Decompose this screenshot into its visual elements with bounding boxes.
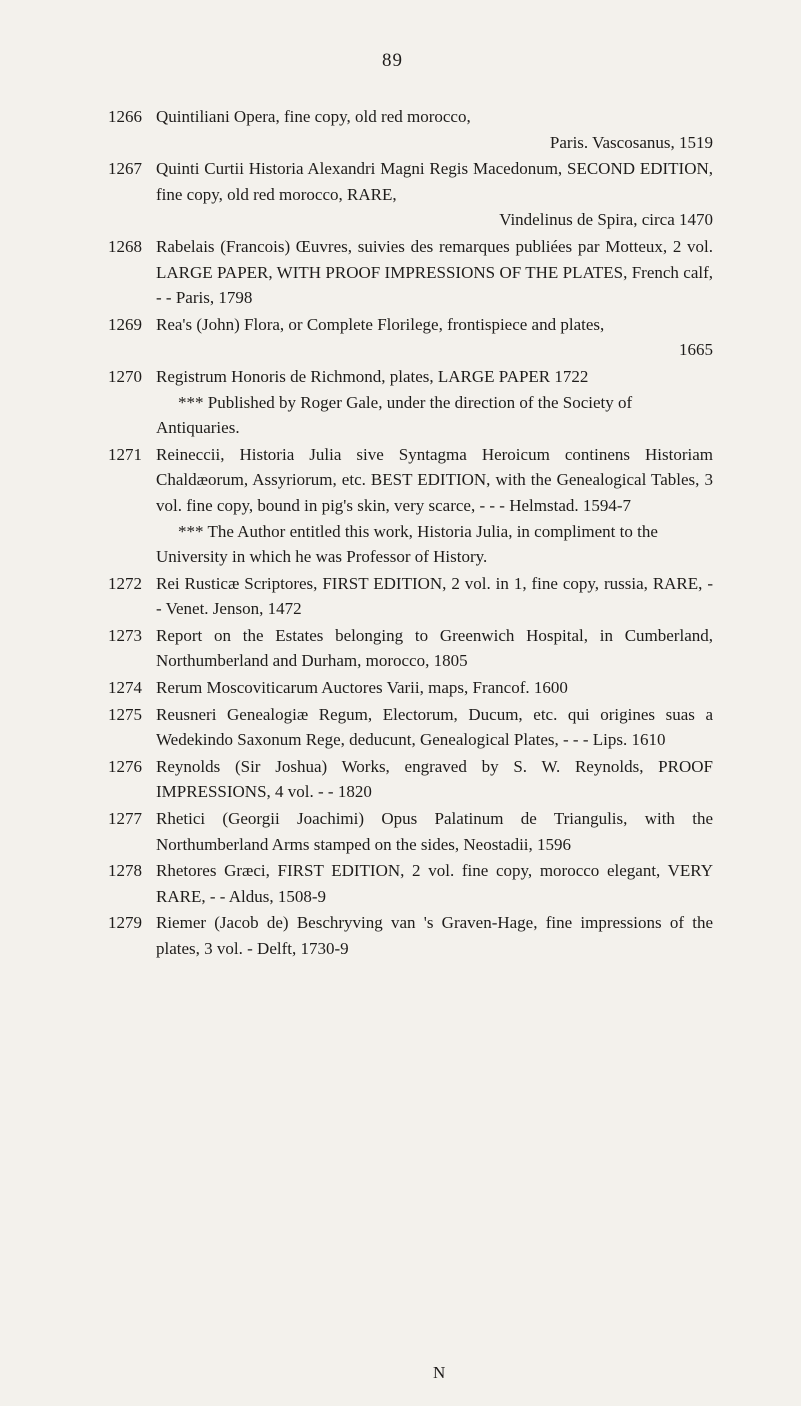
lot-number: 1267 [108, 159, 142, 179]
catalogue-entry [108, 364, 713, 441]
entry-description: Quintiliani Opera, fine copy, old red morocco, [156, 107, 471, 126]
catalogue-entry [108, 442, 713, 570]
entry-description: Reynolds (Sir Joshua) Works, engraved by S. W. Reynolds, PROOF IMPRESSIONS, 4 vol. - - 1820 [156, 756, 713, 802]
catalogue-entry [108, 312, 713, 363]
catalogue-entry [108, 104, 713, 155]
entry-description: Quinti Curtii Historia Alexandri Magni Regis Macedonum, SECOND EDITION, fine copy, old red morocco, RARE, [156, 159, 713, 204]
lot-number: 1269 [108, 314, 142, 334]
lot-number: 1271 [108, 444, 142, 464]
catalogue-entry [108, 675, 713, 701]
lot-number: 1268 [108, 236, 142, 256]
catalogue-entry [108, 623, 713, 674]
catalogue-entry [108, 858, 713, 909]
catalogue-entry [108, 702, 713, 753]
lot-number: 1277 [108, 809, 142, 829]
lot-number: 1275 [108, 704, 142, 724]
catalogue-entry [108, 806, 713, 857]
lot-number: 1272 [108, 573, 142, 593]
catalogue-entries [108, 104, 713, 963]
entry-description: Rhetici (Georgii Joachimi) Opus Palatinum de Triangulis, with the Northumberland Arms stamped on the sides, Neostadii, 1596 [156, 809, 713, 854]
entry-description: Rerum Moscoviticarum Auctores Varii, maps, Francof. 1600 [156, 678, 568, 698]
entry-description: Rabelais (Francois) Œuvres, suivies des remarques publiées par Motteux, 2 vol. LARGE PAPER, WITH PROOF IMPRESSIONS OF THE PLATES, French calf, - - Paris, 1798 [156, 236, 713, 308]
catalogue-entry [108, 754, 713, 805]
entry-description: Reineccii, Historia Julia sive Syntagma Heroicum continens Historiam Chaldæorum, Assyriorum, etc. BEST EDITION, with the Genealogical Tables, 3 vol. fine copy, bound in pig's skin, very scarce, - - - Helmstad. 1594-7 [156, 444, 713, 515]
entry-imprint: 1665 [679, 340, 713, 360]
entry-note: *** The Author entitled this work, Historia Julia, in compliment to the University in which he was Professor of History. [156, 521, 658, 567]
entry-description: Rhetores Græci, FIRST EDITION, 2 vol. fine copy, morocco elegant, VERY RARE, - - Aldus, 1508-9 [156, 861, 713, 906]
signature-mark: N [433, 1363, 446, 1382]
lot-number: 1276 [108, 756, 142, 776]
entry-description: Reusneri Genealogiæ Regum, Electorum, Ducum, etc. qui origines suas a Wedekindo Saxonum Rege, deducunt, Genealogical Plates, - - - Lips. 1610 [156, 704, 713, 750]
entry-imprint: Paris. Vascosanus, 1519 [549, 132, 713, 152]
entry-description: Rei Rusticæ Scriptores, FIRST EDITION, 2 vol. in 1, fine copy, russia, RARE, - - Venet. Jenson, 1472 [156, 573, 713, 619]
lot-number: 1266 [108, 107, 142, 126]
lot-number: 1278 [108, 861, 142, 881]
lot-number: 1274 [108, 678, 142, 698]
catalogue-entry [108, 156, 713, 233]
entry-description: Report on the Estates belonging to Greenwich Hospital, in Cumberland, Northumberland and Durham, morocco, 1805 [156, 625, 713, 671]
entry-description: Registrum Honoris de Richmond, plates, LARGE PAPER 1722 [156, 366, 589, 386]
catalogue-entry [108, 571, 713, 622]
entry-imprint: Vindelinus de Spira, circa 1470 [499, 210, 713, 230]
page-number: 89 [382, 50, 403, 71]
lot-number: 1270 [108, 366, 142, 386]
entry-description: Rea's (John) Flora, or Complete Florilege, frontispiece and plates, [156, 314, 605, 334]
catalogue-entry [108, 234, 713, 311]
catalogue-entry [108, 910, 713, 961]
lot-number: 1273 [108, 625, 142, 645]
lot-number: 1279 [108, 913, 142, 933]
entry-description: Riemer (Jacob de) Beschryving van 's Graven-Hage, fine impressions of the plates, 3 vol. - Delft, 1730-9 [156, 913, 713, 958]
entry-note: *** Published by Roger Gale, under the direction of the Society of Antiquaries. [156, 392, 633, 438]
